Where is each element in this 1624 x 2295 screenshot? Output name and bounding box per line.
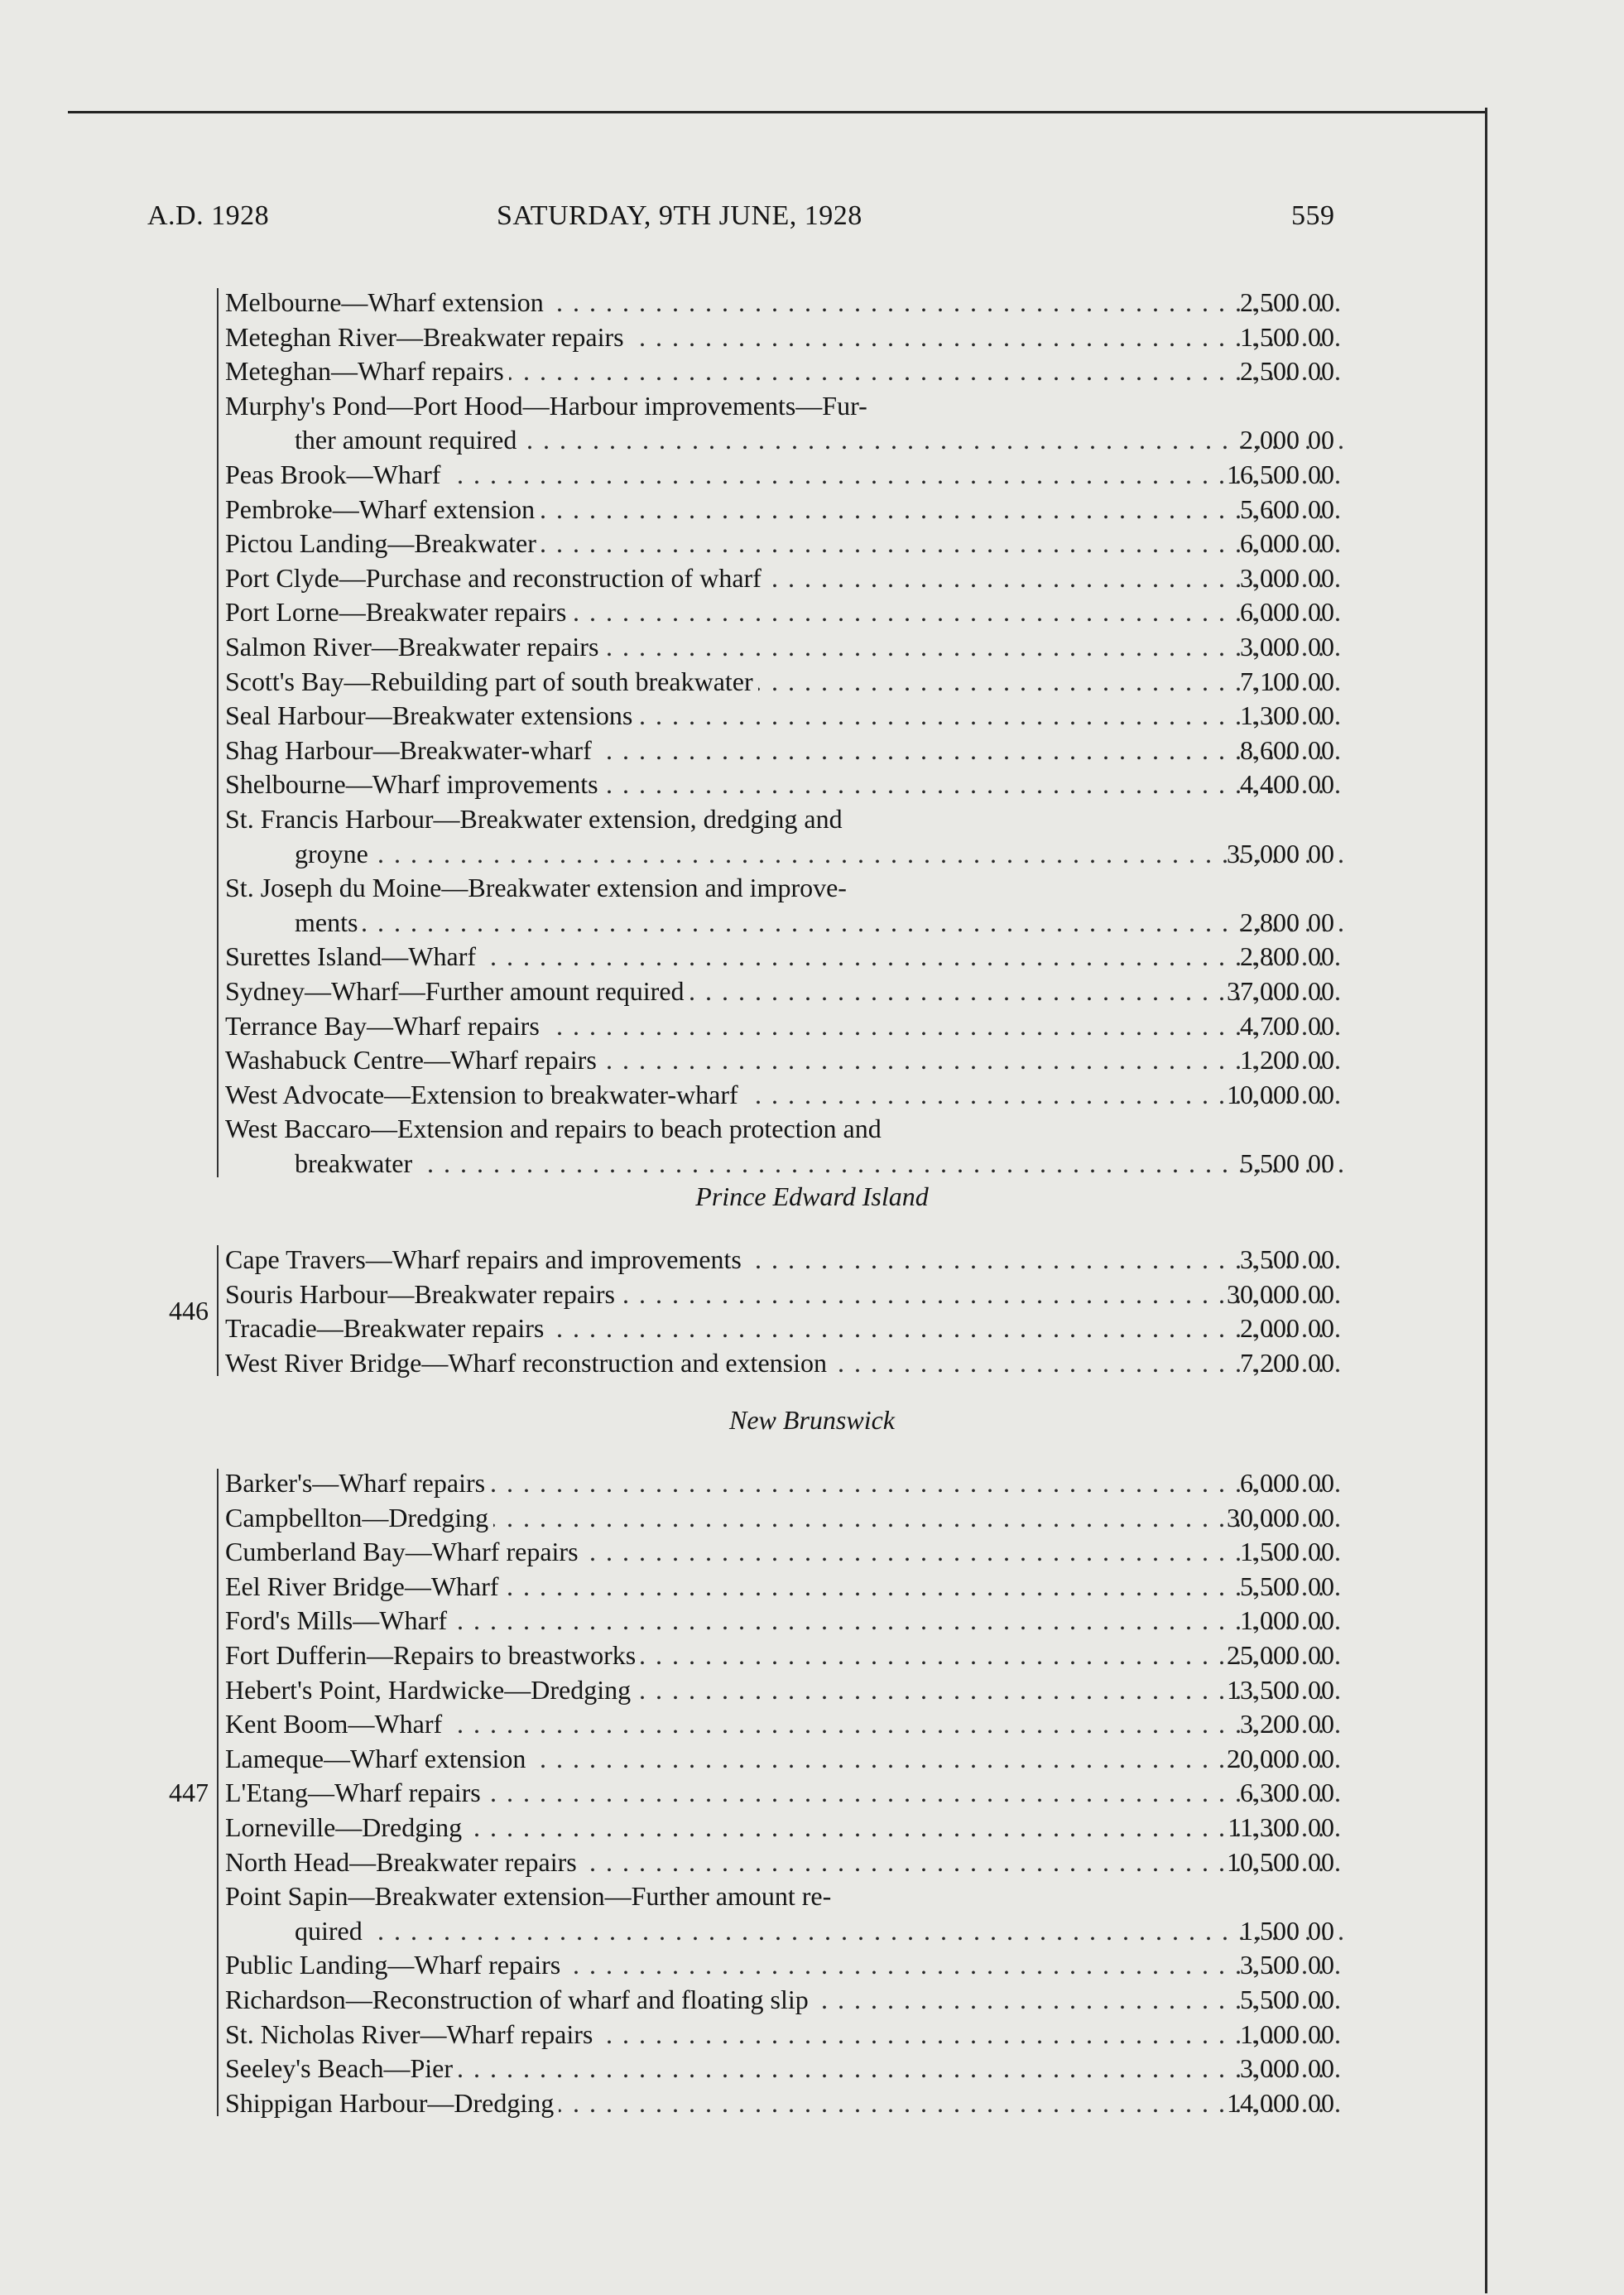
entry-text: Lorneville—Dredging . . . (225, 1810, 1351, 1845)
entry-text: Kent Boom—Wharf . . . (225, 1706, 1351, 1741)
entry-text: North Head—Breakwater repairs . . . (225, 1845, 1351, 1879)
entry-cents: 00 (1308, 2053, 1334, 2084)
entry-cents: 00 (1308, 700, 1334, 731)
entry-text: Ford's Mills—Wharf . . . (225, 1603, 1351, 1638)
entry-cents: 00 (1308, 734, 1334, 765)
entry-cents: 00 (1308, 632, 1334, 662)
vote-number: 447 (169, 1778, 209, 1808)
entry-amount: 3,000 (1240, 562, 1300, 593)
entry-amount: 3,000 (1240, 2053, 1300, 2084)
entry-text: Scott's Bay—Rebuilding part of south breakwater . . . (225, 664, 1351, 699)
entry-text: Pictou Landing—Breakwater . . . (225, 526, 1351, 561)
entry-amount: 5,500 (1240, 1571, 1300, 1601)
entry-amount: 7,100 (1240, 666, 1300, 696)
entry-cents: 00 (1308, 287, 1334, 317)
entry-text: ther amount required . . . (295, 422, 1351, 457)
entry-amount: 1,000 (1240, 2018, 1300, 2049)
entry-text: Port Clyde—Purchase and reconstruction of wharf . . . (225, 561, 1351, 595)
entry-text: West Baccaro—Extension and repairs to beach protection and (225, 1111, 1351, 1146)
entry-text: St. Joseph du Moine—Breakwater extension and improve- (225, 870, 1351, 905)
entry-amount: 3,500 (1240, 1244, 1300, 1274)
entry-text: St. Nicholas River—Wharf repairs . . . (225, 2017, 1351, 2052)
bracket-bar (217, 1245, 219, 1376)
entry-cents: 00 (1308, 976, 1334, 1006)
entry-cents: 00 (1308, 1846, 1334, 1877)
entry-cents: 00 (1308, 1244, 1334, 1274)
entry-cents: 00 (1308, 528, 1334, 559)
top-rule (68, 111, 1487, 113)
entry-text: Port Lorne—Breakwater repairs . . . (225, 594, 1351, 629)
entry-amount: 2,000 (1240, 1313, 1300, 1344)
entry-text: Shag Harbour—Breakwater-wharf . . . (225, 733, 1351, 767)
entry-amount: 5,500 (1240, 1148, 1300, 1178)
entry-amount: 30,000 (1227, 1278, 1300, 1309)
entry-text: breakwater . . . (295, 1146, 1351, 1181)
entry-cents: 00 (1308, 1468, 1334, 1498)
entry-amount: 2,800 (1240, 907, 1300, 937)
entry-text: quired . . . (295, 1913, 1351, 1948)
entry-amount: 1,200 (1240, 1045, 1300, 1075)
entry-text: Melbourne—Wharf extension . . . (225, 285, 1351, 320)
entry-text: Peas Brook—Wharf . . . (225, 457, 1351, 492)
entry-cents: 00 (1308, 1278, 1334, 1309)
entry-text: Murphy's Pond—Port Hood—Harbour improvements—Fur- (225, 388, 1351, 423)
entry-text: Cumberland Bay—Wharf repairs . . . (225, 1534, 1351, 1569)
entry-text: L'Etang—Wharf repairs . . . (225, 1775, 1351, 1810)
entry-cents: 00 (1308, 321, 1334, 352)
header-date: SATURDAY, 9TH JUNE, 1928 (497, 200, 862, 231)
entry-text: Surettes Island—Wharf . . . (225, 939, 1351, 974)
entry-cents: 00 (1308, 1347, 1334, 1378)
entry-amount: 8,600 (1240, 734, 1300, 765)
entry-amount: 1,300 (1240, 700, 1300, 731)
entry-cents: 00 (1308, 666, 1334, 696)
entry-cents: 00 (1308, 1045, 1334, 1075)
entry-text: Campbellton—Dredging . . . (225, 1500, 1351, 1535)
header-year: A.D. 1928 (147, 200, 270, 231)
entry-text: Seeley's Beach—Pier . . . (225, 2051, 1351, 2086)
entry-text: West Advocate—Extension to breakwater-wharf . . . (225, 1077, 1351, 1112)
entry-cents: 00 (1308, 2018, 1334, 2049)
entry-text: West River Bridge—Wharf reconstruction and extension . . . (225, 1345, 1351, 1380)
entry-amount: 6,300 (1240, 1778, 1300, 1808)
entry-amount: 2,000 (1240, 425, 1300, 455)
entry-cents: 00 (1308, 1537, 1334, 1567)
entry-amount: 1,500 (1240, 1537, 1300, 1567)
entry-amount: 11,300 (1228, 1812, 1300, 1842)
vote-number: 446 (169, 1296, 209, 1326)
entry-text: Souris Harbour—Breakwater repairs . . . (225, 1277, 1351, 1311)
entry-text: Hebert's Point, Hardwicke—Dredging . . . (225, 1672, 1351, 1707)
entry-amount: 14,000 (1227, 2087, 1300, 2118)
entry-cents: 00 (1308, 459, 1334, 489)
entry-cents: 00 (1308, 1313, 1334, 1344)
entry-amount: 1,500 (1240, 321, 1300, 352)
entry-amount: 2,500 (1240, 287, 1300, 317)
entry-text: Pembroke—Wharf extension . . . (225, 492, 1351, 527)
entry-text: Meteghan—Wharf repairs . . . (225, 354, 1351, 388)
entry-cents: 00 (1308, 356, 1334, 387)
entry-cents: 00 (1308, 562, 1334, 593)
entry-cents: 00 (1308, 1985, 1334, 2014)
entry-amount: 6,000 (1240, 597, 1300, 628)
bracket-bar (217, 288, 219, 1177)
entry-text: Shippigan Harbour—Dredging . . . (225, 2086, 1351, 2120)
entry-text: Washabuck Centre—Wharf repairs . . . (225, 1042, 1351, 1077)
page-number: 559 (1291, 200, 1335, 231)
entry-cents: 00 (1308, 769, 1334, 800)
entry-cents: 00 (1308, 1571, 1334, 1601)
entry-text: Meteghan River—Breakwater repairs . . . (225, 320, 1351, 354)
entry-text: Cape Travers—Wharf repairs and improvements . . . (225, 1242, 1351, 1277)
entry-text: Eel River Bridge—Wharf . . . (225, 1569, 1351, 1604)
entry-amount: 5,600 (1240, 493, 1300, 524)
entry-text: St. Francis Harbour—Breakwater extension, dredging and (225, 801, 1351, 836)
entry-amount: 4,700 (1240, 1010, 1300, 1041)
entry-text: groyne . . . (295, 836, 1351, 871)
entry-cents: 00 (1308, 941, 1334, 972)
entry-text: Salmon River—Breakwater repairs . . . (225, 629, 1351, 664)
entry-amount: 2,800 (1240, 941, 1300, 972)
entry-cents: 00 (1308, 1079, 1334, 1109)
entry-text: Richardson—Reconstruction of wharf and floating slip . . . (225, 1982, 1351, 2017)
entry-cents: 00 (1308, 1778, 1334, 1808)
entry-cents: 00 (1308, 1148, 1334, 1178)
entry-amount: 3,200 (1240, 1709, 1300, 1739)
entry-text: Point Sapin—Breakwater extension—Further amount re- (225, 1879, 1351, 1913)
entry-amount: 6,000 (1240, 1468, 1300, 1498)
section-title: New Brunswick (729, 1405, 895, 1435)
section-title: Prince Edward Island (695, 1181, 929, 1211)
entry-text: Sydney—Wharf—Further amount required . . . (225, 974, 1351, 1008)
entry-amount: 10,500 (1227, 1846, 1300, 1877)
entry-amount: 35,000 (1227, 838, 1300, 868)
entry-amount: 1,000 (1240, 1605, 1300, 1636)
entry-text: Tracadie—Breakwater repairs . . . (225, 1311, 1351, 1345)
entry-cents: 00 (1308, 1950, 1334, 1980)
entry-amount: 1,500 (1240, 1915, 1300, 1946)
entry-text: Shelbourne—Wharf improvements . . . (225, 767, 1351, 801)
entry-cents: 00 (1308, 1605, 1334, 1636)
entry-cents: 00 (1308, 1709, 1334, 1739)
entry-text: ments . . . (295, 905, 1351, 940)
entry-cents: 00 (1308, 1743, 1334, 1773)
entry-amount: 20,000 (1227, 1743, 1300, 1773)
entry-text: Terrance Bay—Wharf repairs . . . (225, 1008, 1351, 1043)
entry-cents: 00 (1308, 1915, 1334, 1946)
entry-cents: 00 (1308, 1010, 1334, 1041)
entry-amount: 16,500 (1227, 459, 1300, 489)
entry-cents: 00 (1308, 838, 1334, 868)
bracket-bar (217, 1469, 219, 2116)
entry-amount: 2,500 (1240, 356, 1300, 387)
entry-amount: 25,000 (1227, 1640, 1300, 1670)
page-header (0, 200, 1624, 250)
entry-amount: 4,400 (1240, 769, 1300, 800)
entry-text: Lameque—Wharf extension . . . (225, 1741, 1351, 1776)
entry-amount: 7,200 (1240, 1347, 1300, 1378)
entry-amount: 6,000 (1240, 528, 1300, 559)
entry-amount: 37,000 (1227, 976, 1300, 1006)
entry-text: Fort Dufferin—Repairs to breastworks . . . (225, 1638, 1351, 1672)
entry-text: Barker's—Wharf repairs . . . (225, 1465, 1351, 1500)
entry-amount: 3,500 (1240, 1950, 1300, 1980)
entry-text: Public Landing—Wharf repairs . . . (225, 1947, 1351, 1982)
entry-amount: 5,500 (1240, 1985, 1300, 2014)
entry-cents: 00 (1308, 425, 1334, 455)
entry-cents: 00 (1308, 1502, 1334, 1532)
entry-text: Seal Harbour—Breakwater extensions . . . (225, 698, 1351, 733)
entry-cents: 00 (1308, 907, 1334, 937)
entry-cents: 00 (1308, 1812, 1334, 1842)
entry-cents: 00 (1308, 493, 1334, 524)
entry-cents: 00 (1308, 597, 1334, 628)
entry-amount: 3,000 (1240, 632, 1300, 662)
entry-amount: 10,000 (1227, 1079, 1300, 1109)
entry-amount: 13,500 (1227, 1674, 1300, 1705)
entry-cents: 00 (1308, 1674, 1334, 1705)
entry-amount: 30,000 (1227, 1502, 1300, 1532)
entry-cents: 00 (1308, 2087, 1334, 2118)
entry-cents: 00 (1308, 1640, 1334, 1670)
